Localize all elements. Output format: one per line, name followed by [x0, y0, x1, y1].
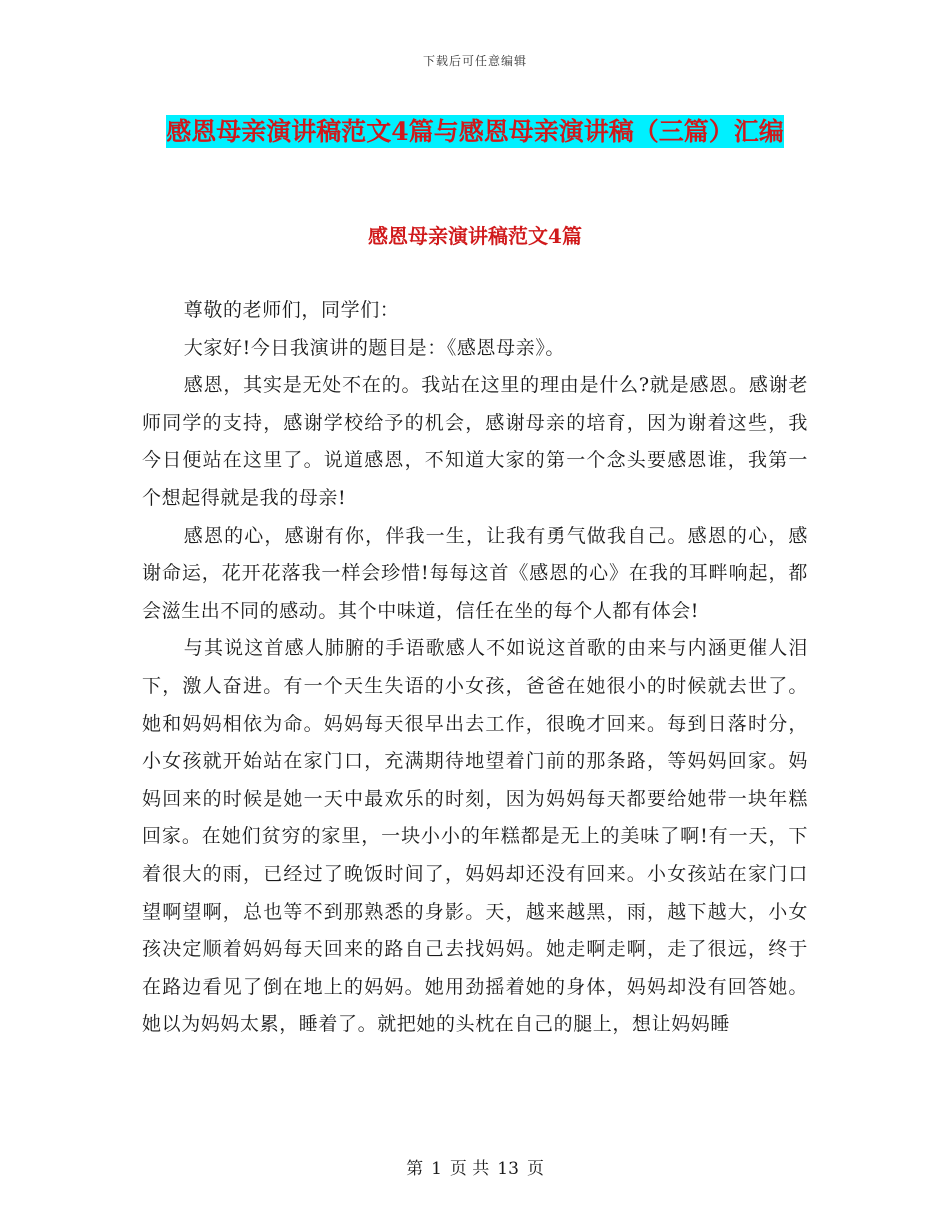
paragraph-gratitude: 感恩，其实是无处不在的。我站在这里的理由是什么?就是感恩。感谢老师同学的支持，感谢学校给予的机会，感谢母亲的培育，因为谢着这些，我今日便站在这里了。说道感恩，不知道大家的第一个念头要感恩谁，我第一个想起得就是我的母亲!	[142, 374, 808, 509]
document-body	[142, 292, 808, 1044]
document-title	[140, 106, 810, 158]
document-title-text: 感恩母亲演讲稿范文4篇与感恩母亲演讲稿（三篇）汇编	[166, 117, 784, 146]
paragraph-song: 感恩的心，感谢有你，伴我一生，让我有勇气做我自己。感恩的心，感谢命运，花开花落我一样会珍惜!每每这首《感恩的心》在我的耳畔响起，都会滋生出不同的感动。其个中味道，信任在坐的每个人都有体会!	[142, 524, 808, 622]
section-title: 感恩母亲演讲稿范文4篇	[368, 224, 582, 248]
page-label-mid: 页 共	[449, 1159, 490, 1179]
page-header-note: 下载后可任意编辑	[422, 54, 527, 68]
paragraph-salutation: 尊敬的老师们，同学们：	[183, 299, 400, 321]
page-footer	[0, 1154, 950, 1179]
paragraph-greeting: 大家好!今日我演讲的题目是：《感恩母亲》。	[183, 336, 566, 359]
page-number: 1	[431, 1159, 442, 1179]
page-label-prefix: 第	[406, 1159, 424, 1179]
page-label-suffix: 页	[526, 1159, 544, 1179]
paragraph-story: 与其说这首感人肺腑的手语歌感人不如说这首歌的由来与内涵更催人泪下，激人奋进。有一个天生失语的小女孩，爸爸在她很小的时候就去世了。她和妈妈相依为命。妈妈每天很早出去工作，很晚才回来。每到日落时分，小女孩就开始站在家门口，充满期待地望着门前的那条路，等妈妈回家。妈妈回来的时候是她一天中最欢乐的时刻，因为妈妈每天都要给她带一块年糕回家。在她们贫穷的家里，一块小小的年糕都是无上的美味了啊!有一天，下着很大的雨，已经过了晚饭时间了，妈妈却还没有回来。小女孩站在家门口望啊望啊，总也等不到那熟悉的身影。天，越来越黑，雨，越下越大，小女孩决定顺着妈妈每天回来的路自己去找妈妈。她走啊走啊，走了很远，终于在路边看见了倒在地上的妈妈。她用劲摇着她的身体，妈妈却没有回答她。她以为妈妈太累，睡着了。就把她的头枕在自己的腿上，想让妈妈睡	[142, 637, 808, 1036]
total-pages: 13	[497, 1159, 519, 1179]
